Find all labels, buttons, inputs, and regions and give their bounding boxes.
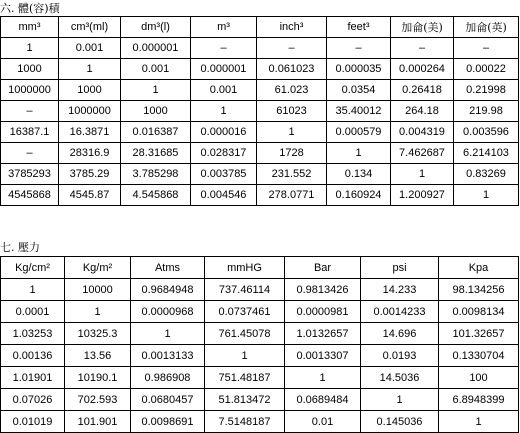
table-cell: 1 [59, 59, 121, 80]
table-cell: 1728 [257, 143, 327, 164]
table-cell: 3.785298 [121, 164, 191, 185]
table-cell: 0.000579 [327, 122, 391, 143]
table-cell: 35.40012 [327, 101, 391, 122]
table-row [1, 411, 519, 433]
table-cell: 1 [205, 345, 285, 367]
table-cell: 1 [257, 122, 327, 143]
table-row [1, 389, 519, 411]
table-cell: 0.003785 [191, 164, 257, 185]
table-cell: 101.901 [65, 411, 131, 433]
table-cell: 1 [65, 301, 131, 323]
table-cell: 14.5036 [361, 367, 439, 389]
pressure-section-title: 七. 壓力 [0, 241, 40, 254]
volume-header-row [1, 17, 519, 38]
table-cell: 28.31685 [121, 143, 191, 164]
table-cell: 0.986908 [131, 367, 205, 389]
pressure-header-cell: Kpa [439, 257, 519, 279]
pressure-header-cell: Bar [285, 257, 361, 279]
table-cell: 0.000016 [191, 122, 257, 143]
table-cell: 1.01901 [1, 367, 65, 389]
table-cell: 0.0354 [327, 80, 391, 101]
table-row [1, 279, 519, 301]
table-cell: 0.0737461 [205, 301, 285, 323]
table-row [1, 122, 519, 143]
table-cell: 0.83269 [454, 164, 519, 185]
table-cell: 28316.9 [59, 143, 121, 164]
table-row [1, 323, 519, 345]
volume-header-cell: feet³ [327, 17, 391, 38]
pressure-header-cell: Kg/cm² [1, 257, 65, 279]
table-cell: 1 [121, 80, 191, 101]
table-cell: 1 [454, 185, 519, 206]
table-cell: 0.0193 [361, 345, 439, 367]
table-cell: 1 [1, 279, 65, 301]
pressure-conversion-table [0, 256, 519, 433]
table-cell: 0.004319 [391, 122, 454, 143]
table-cell: 4.545868 [121, 185, 191, 206]
volume-conversion-table [0, 16, 519, 206]
pressure-header-cell: psi [361, 257, 439, 279]
table-cell: 7.462687 [391, 143, 454, 164]
volume-header-cell: mm³ [1, 17, 59, 38]
table-cell: 1 [391, 164, 454, 185]
table-cell: 0.061023 [257, 59, 327, 80]
table-cell: 751.48187 [205, 367, 285, 389]
table-cell: 6.8948399 [439, 389, 519, 411]
table-cell: 0.000001 [121, 38, 191, 59]
table-cell: 0.00022 [454, 59, 519, 80]
table-cell: 0.9684948 [131, 279, 205, 301]
table-cell: 0.0000981 [285, 301, 361, 323]
table-cell: 0.0013307 [285, 345, 361, 367]
table-cell: 14.233 [361, 279, 439, 301]
table-cell: 3785.29 [59, 164, 121, 185]
table-cell: 737.46114 [205, 279, 285, 301]
table-cell: 0.01019 [1, 411, 65, 433]
table-cell: 0.016387 [121, 122, 191, 143]
table-cell: 0.000264 [391, 59, 454, 80]
table-cell: 1 [285, 367, 361, 389]
table-cell: 0.21998 [454, 80, 519, 101]
table-row [1, 59, 519, 80]
table-cell: 0.0001 [1, 301, 65, 323]
table-cell: 0.01 [285, 411, 361, 433]
table-cell: – [1, 143, 59, 164]
table-row [1, 101, 519, 122]
table-row [1, 143, 519, 164]
table-row [1, 38, 519, 59]
table-cell: – [1, 101, 59, 122]
table-cell: 0.028317 [191, 143, 257, 164]
table-cell: 0.000001 [191, 59, 257, 80]
table-cell: 0.07026 [1, 389, 65, 411]
table-cell: 1 [439, 411, 519, 433]
pressure-header-row [1, 257, 519, 279]
table-cell: 231.552 [257, 164, 327, 185]
table-row [1, 164, 519, 185]
table-cell: 100 [439, 367, 519, 389]
table-cell: – [257, 38, 327, 59]
table-cell: 0.0014233 [361, 301, 439, 323]
table-cell: 1 [191, 101, 257, 122]
table-row [1, 80, 519, 101]
table-cell: 101.32657 [439, 323, 519, 345]
table-cell: 1000 [59, 80, 121, 101]
table-cell: 16.3871 [59, 122, 121, 143]
table-cell: 1.0132657 [285, 323, 361, 345]
table-cell: 98.134256 [439, 279, 519, 301]
pressure-header-cell: Atms [131, 257, 205, 279]
table-cell: 0.0098691 [131, 411, 205, 433]
volume-section-title: 六. 體(容)積 [0, 2, 60, 15]
table-row [1, 345, 519, 367]
table-cell: 4545.87 [59, 185, 121, 206]
table-cell: 1 [327, 143, 391, 164]
table-cell: 1.200927 [391, 185, 454, 206]
table-cell: 13.56 [65, 345, 131, 367]
table-cell: 1000 [1, 59, 59, 80]
table-cell: 0.0000968 [131, 301, 205, 323]
table-cell: 0.001 [59, 38, 121, 59]
table-cell: 0.004546 [191, 185, 257, 206]
table-cell: 0.26418 [391, 80, 454, 101]
table-cell: – [391, 38, 454, 59]
table-cell: 10000 [65, 279, 131, 301]
volume-header-cell: 加侖(美) [391, 17, 454, 38]
table-cell: 702.593 [65, 389, 131, 411]
pressure-header-cell: mmHG [205, 257, 285, 279]
volume-header-cell: dm³(l) [121, 17, 191, 38]
table-cell: 1000000 [1, 80, 59, 101]
volume-header-cell: 加侖(英) [454, 17, 519, 38]
table-row [1, 367, 519, 389]
table-cell: 10190.1 [65, 367, 131, 389]
volume-header-cell: m³ [191, 17, 257, 38]
pressure-header-cell: Kg/m² [65, 257, 131, 279]
table-cell: 1 [1, 38, 59, 59]
table-cell: 6.214103 [454, 143, 519, 164]
table-cell: 0.003596 [454, 122, 519, 143]
table-cell: 219.98 [454, 101, 519, 122]
table-cell: 0.0013133 [131, 345, 205, 367]
table-cell: – [327, 38, 391, 59]
volume-header-cell: cm³(ml) [59, 17, 121, 38]
table-cell: 278.0771 [257, 185, 327, 206]
table-cell: 51.813472 [205, 389, 285, 411]
table-row [1, 185, 519, 206]
table-cell: 1000 [121, 101, 191, 122]
table-cell: 0.000035 [327, 59, 391, 80]
table-cell: 7.5148187 [205, 411, 285, 433]
table-cell: – [191, 38, 257, 59]
table-cell: 0.160924 [327, 185, 391, 206]
table-cell: 0.9813426 [285, 279, 361, 301]
table-cell: 14.696 [361, 323, 439, 345]
table-cell: 0.0098134 [439, 301, 519, 323]
table-cell: 4545868 [1, 185, 59, 206]
table-cell: 0.1330704 [439, 345, 519, 367]
table-cell: 1000000 [59, 101, 121, 122]
table-cell: 264.18 [391, 101, 454, 122]
table-cell: 61023 [257, 101, 327, 122]
table-cell: 761.45078 [205, 323, 285, 345]
table-cell: 1 [131, 323, 205, 345]
table-cell: 0.145036 [361, 411, 439, 433]
table-cell: 0.001 [191, 80, 257, 101]
table-row [1, 301, 519, 323]
table-cell: 1 [361, 389, 439, 411]
table-cell: 0.0689484 [285, 389, 361, 411]
table-cell: 0.0680457 [131, 389, 205, 411]
table-cell: 0.001 [121, 59, 191, 80]
table-cell: 0.00136 [1, 345, 65, 367]
table-cell: 10325.3 [65, 323, 131, 345]
table-cell: 0.134 [327, 164, 391, 185]
volume-header-cell: inch³ [257, 17, 327, 38]
table-cell: – [454, 38, 519, 59]
table-cell: 3785293 [1, 164, 59, 185]
table-cell: 1.03253 [1, 323, 65, 345]
table-cell: 61.023 [257, 80, 327, 101]
table-cell: 16387.1 [1, 122, 59, 143]
